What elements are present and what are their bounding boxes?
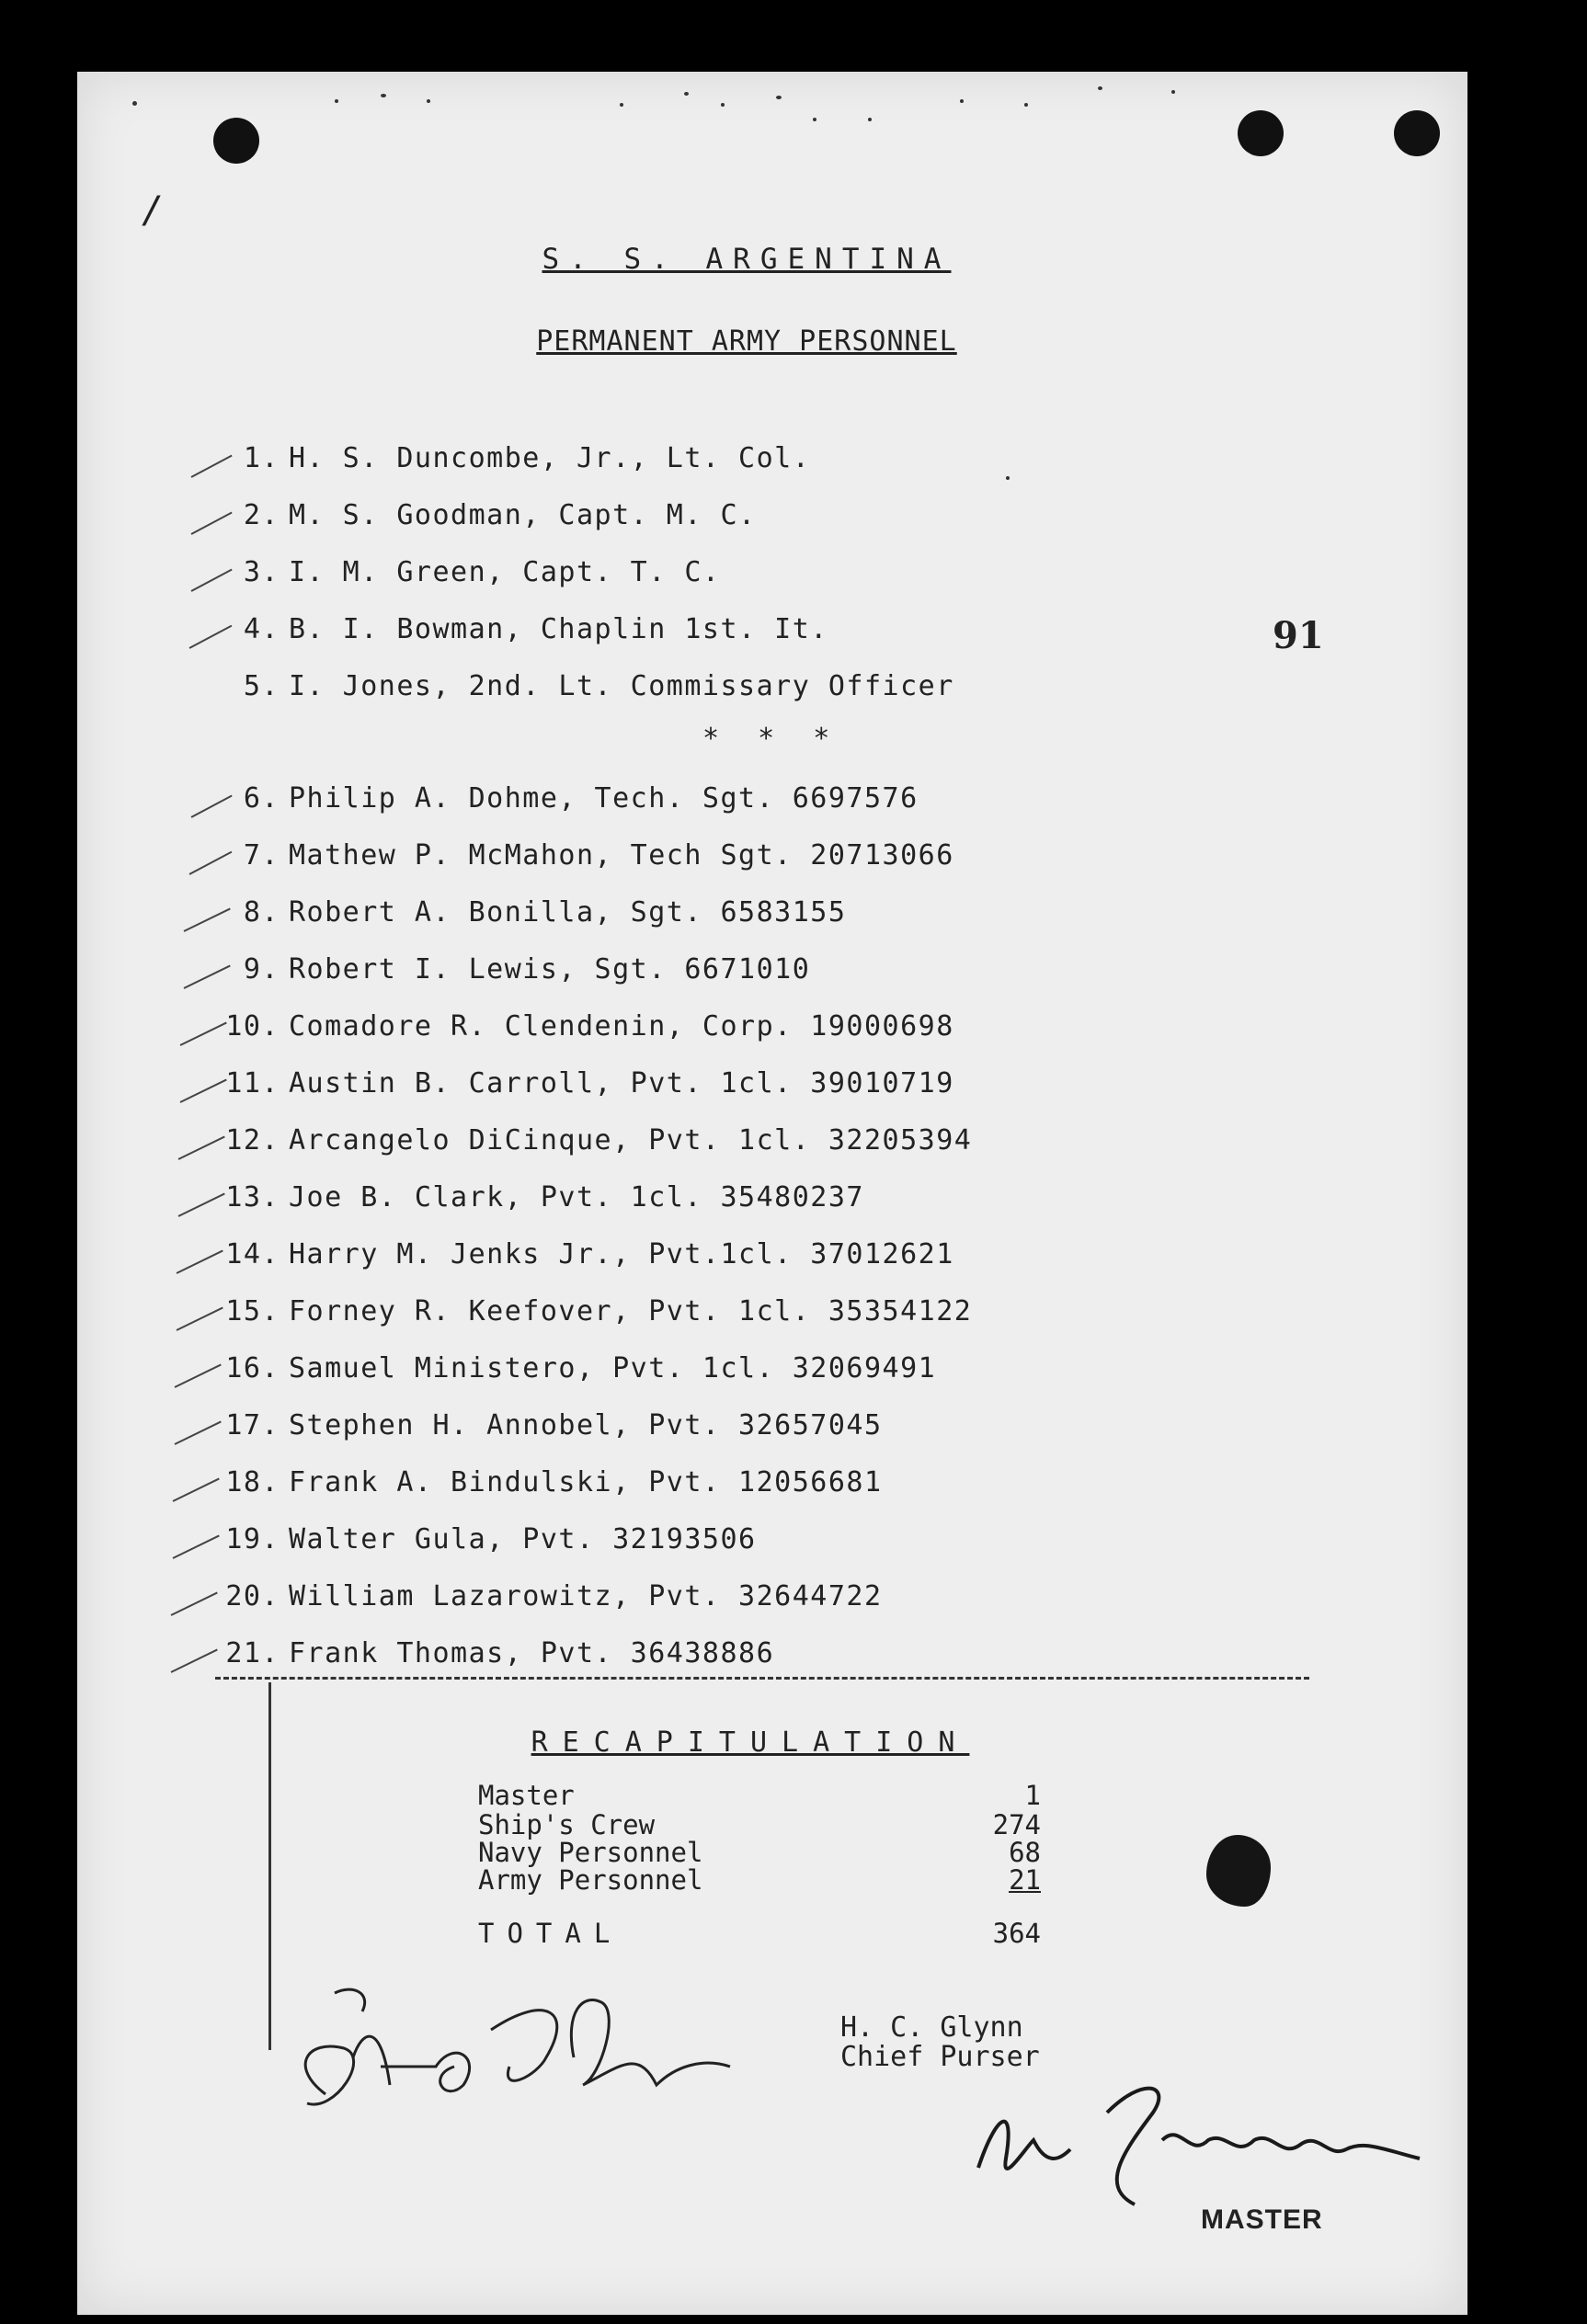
item-number: 15. bbox=[225, 1295, 280, 1327]
recap-total-label: TOTAL bbox=[478, 1918, 623, 1949]
recap-value: 21 bbox=[1009, 1864, 1041, 1896]
ink-blot bbox=[1206, 1835, 1271, 1907]
recap-row bbox=[478, 1780, 1041, 1809]
dashed-divider bbox=[215, 1677, 1309, 1680]
item-text: I. M. Green, Capt. T. C. bbox=[289, 556, 721, 588]
recap-label: Army Personnel bbox=[478, 1864, 703, 1896]
paper-speck bbox=[1006, 476, 1010, 480]
punch-hole-right-1 bbox=[1238, 110, 1284, 156]
paper-speck bbox=[813, 118, 816, 121]
item-number: 1. bbox=[243, 442, 280, 474]
item-text: H. S. Duncombe, Jr., Lt. Col. bbox=[289, 442, 811, 474]
document-subtitle: PERMANENT ARMY PERSONNEL bbox=[536, 325, 957, 358]
item-text: Harry M. Jenks Jr., Pvt.1cl. 37012621 bbox=[289, 1238, 954, 1270]
item-text: Stephen H. Annobel, Pvt. 32657045 bbox=[289, 1409, 883, 1441]
item-number: 17. bbox=[225, 1409, 280, 1441]
handwritten-signature-master bbox=[960, 2057, 1438, 2214]
document-page bbox=[77, 72, 1467, 2315]
paper-speck bbox=[381, 94, 386, 97]
item-number: 3. bbox=[243, 556, 280, 588]
paper-speck bbox=[427, 99, 430, 103]
purser-name: H. C. Glynn bbox=[840, 2011, 1023, 2044]
item-text: Mathew P. McMahon, Tech Sgt. 20713066 bbox=[289, 839, 954, 872]
item-text: Joe B. Clark, Pvt. 1cl. 35480237 bbox=[289, 1181, 864, 1213]
item-number: 5. bbox=[243, 670, 280, 702]
item-number: 6. bbox=[243, 782, 280, 815]
paper-speck bbox=[1171, 90, 1175, 94]
item-number: 12. bbox=[225, 1124, 280, 1156]
paper-speck bbox=[132, 101, 137, 106]
item-number: 21. bbox=[225, 1637, 280, 1669]
document-title: S. S. ARGENTINA bbox=[542, 243, 952, 276]
recap-value: 274 bbox=[992, 1809, 1041, 1840]
item-number: 19. bbox=[225, 1523, 280, 1555]
item-text: Robert A. Bonilla, Sgt. 6583155 bbox=[289, 896, 847, 928]
item-number: 7. bbox=[243, 839, 280, 872]
paper-speck bbox=[776, 96, 782, 99]
punch-hole-right-2 bbox=[1394, 110, 1440, 156]
purser-title: Chief Purser bbox=[840, 2041, 1040, 2073]
master-label: MASTER bbox=[1201, 2204, 1323, 2235]
recap-label: Navy Personnel bbox=[478, 1837, 703, 1868]
item-text: Samuel Ministero, Pvt. 1cl. 32069491 bbox=[289, 1352, 937, 1384]
item-number: 4. bbox=[243, 613, 280, 645]
recap-label: Ship's Crew bbox=[478, 1809, 656, 1840]
item-text: M. S. Goodman, Capt. M. C. bbox=[289, 499, 757, 531]
item-text: Comadore R. Clendenin, Corp. 19000698 bbox=[289, 1010, 954, 1042]
section-separator: * * * bbox=[702, 723, 841, 755]
item-text: William Lazarowitz, Pvt. 32644722 bbox=[289, 1580, 883, 1612]
recap-title: RECAPITULATION bbox=[531, 1726, 970, 1759]
paper-speck bbox=[868, 118, 872, 121]
margin-mark: / bbox=[142, 189, 166, 232]
item-number: 10. bbox=[225, 1010, 280, 1042]
paper-speck bbox=[721, 103, 725, 107]
item-number: 11. bbox=[225, 1067, 280, 1099]
item-text: Austin B. Carroll, Pvt. 1cl. 39010719 bbox=[289, 1067, 954, 1099]
recap-label: Master bbox=[478, 1780, 575, 1811]
item-text: Walter Gula, Pvt. 32193506 bbox=[289, 1523, 757, 1555]
punch-hole-left bbox=[213, 118, 259, 164]
item-text: I. Jones, 2nd. Lt. Commissary Officer bbox=[289, 670, 954, 702]
item-number: 13. bbox=[225, 1181, 280, 1213]
paper-speck bbox=[1098, 86, 1102, 90]
item-text: Arcangelo DiCinque, Pvt. 1cl. 32205394 bbox=[289, 1124, 973, 1156]
item-number: 16. bbox=[225, 1352, 280, 1384]
item-text: Frank Thomas, Pvt. 36438886 bbox=[289, 1637, 775, 1669]
handwritten-signature-left bbox=[270, 1956, 748, 2149]
paper-speck bbox=[960, 99, 964, 103]
item-text: Frank A. Bindulski, Pvt. 12056681 bbox=[289, 1466, 883, 1498]
item-number: 18. bbox=[225, 1466, 280, 1498]
recap-row bbox=[478, 1864, 1041, 1894]
item-text: B. I. Bowman, Chaplin 1st. It. bbox=[289, 613, 828, 645]
item-text: Robert I. Lewis, Sgt. 6671010 bbox=[289, 953, 811, 985]
item-text: Philip A. Dohme, Tech. Sgt. 6697576 bbox=[289, 782, 919, 815]
item-number: 9. bbox=[243, 953, 280, 985]
paper-speck bbox=[684, 92, 689, 96]
recap-value: 68 bbox=[1009, 1837, 1041, 1868]
paper-speck bbox=[620, 103, 623, 107]
item-number: 8. bbox=[243, 896, 280, 928]
paper-speck bbox=[335, 99, 338, 103]
recap-row bbox=[478, 1837, 1041, 1866]
item-text: Forney R. Keefover, Pvt. 1cl. 35354122 bbox=[289, 1295, 973, 1327]
paper-speck bbox=[1024, 103, 1028, 107]
page-number: 91 bbox=[1273, 614, 1324, 657]
item-number: 20. bbox=[225, 1580, 280, 1612]
recap-total-value: 364 bbox=[992, 1918, 1041, 1949]
item-number: 14. bbox=[225, 1238, 280, 1270]
item-number: 2. bbox=[243, 499, 280, 531]
recap-value: 1 bbox=[1024, 1780, 1041, 1811]
recap-row bbox=[478, 1809, 1041, 1839]
